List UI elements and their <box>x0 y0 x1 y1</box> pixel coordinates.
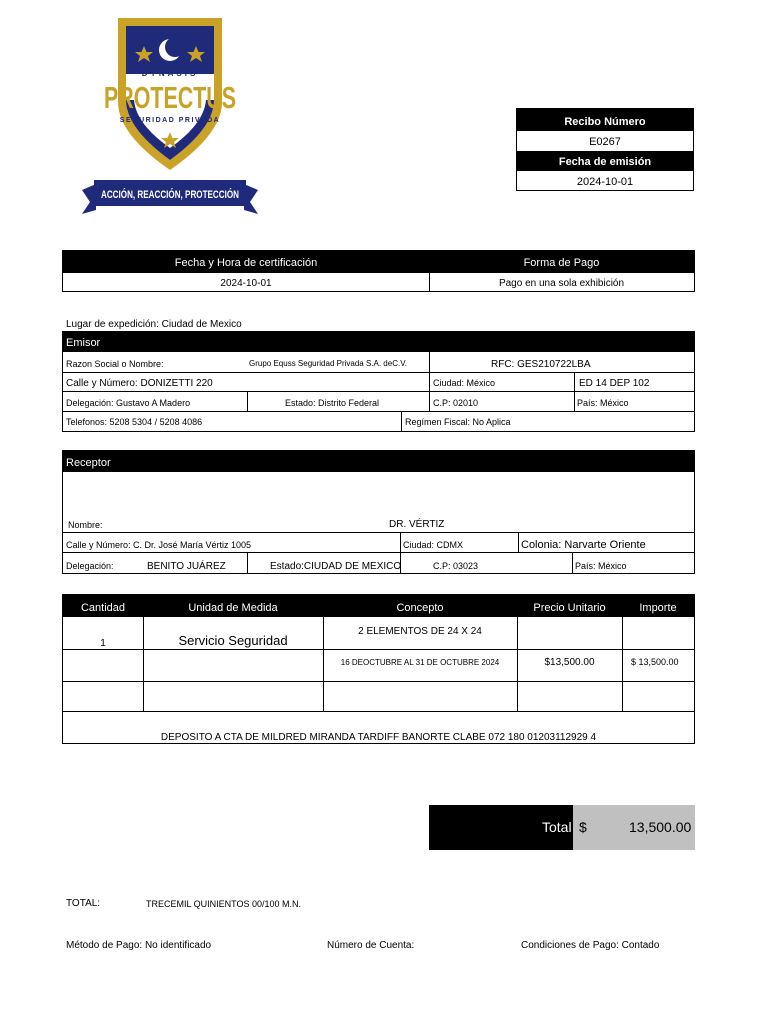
receptor-title: Receptor <box>66 457 111 469</box>
item-quantity: 1 <box>100 638 106 649</box>
emisor-razon-label: Razon Social o Nombre: <box>66 359 164 369</box>
receptor-calle: Calle y Número: C. Dr. José María Vértiz 1005 <box>66 540 252 550</box>
payment-method: Método de Pago: No identificado <box>66 940 212 951</box>
receptor-nombre-value: DR. VÉRTIZ <box>389 519 445 530</box>
receptor-colonia: Colonia: Narvarte Oriente <box>521 539 646 551</box>
item-amount: $ 13,500.00 <box>631 657 679 667</box>
item-unit: Servicio Seguridad <box>178 633 288 648</box>
total-currency: $ <box>579 819 587 835</box>
shield-logo-graphic <box>80 14 289 216</box>
emisor-telefonos: Telefonos: 5208 5304 / 5208 4086 <box>66 417 203 427</box>
footer-total-label: TOTAL: <box>66 898 101 909</box>
company-logo <box>80 14 289 216</box>
items-table <box>62 594 695 744</box>
emisor-title: Emisor <box>66 337 101 349</box>
emisor-pais: País: México <box>577 398 629 408</box>
emisor-header <box>63 332 694 352</box>
receptor-pais: País: México <box>575 561 627 571</box>
receipt-box <box>516 108 694 191</box>
account-number: Número de Cuenta: <box>327 940 415 951</box>
emisor-estado: Estado: Distrito Federal <box>285 398 380 408</box>
svg-text:SEGURIDAD PRIVADA: SEGURIDAD PRIVADA <box>119 117 221 124</box>
receptor-nombre-label: Nombre: <box>68 520 103 530</box>
emisor-table <box>62 331 695 432</box>
col-header-precio: Precio Unitario <box>533 602 606 614</box>
emisor-calle: Calle y Número: DONIZETTI 220 <box>66 378 213 389</box>
svg-text:PROTECTUS: PROTECTUS <box>104 80 236 115</box>
receptor-table <box>62 450 695 574</box>
svg-text:DYNASIS: DYNASIS <box>141 69 199 78</box>
emisor-razon-value: Grupo Equss Seguridad Privada S.A. deC.V. <box>249 359 408 368</box>
cert-payment-form-value: Pago en una sola exhibición <box>498 278 625 289</box>
certification-table <box>62 250 695 292</box>
receipt-number-label: Recibo Número <box>517 109 693 131</box>
deposit-note: DEPOSITO A CTA DE MILDRED MIRANDA TARDIFF BANORTE CLABE 072 180 01203112929 4 <box>160 732 597 743</box>
expedition-place: Lugar de expedición: Ciudad de Mexico <box>66 319 242 330</box>
total-value: 13,500.00 <box>629 819 692 835</box>
svg-text:ACCIÓN, REACCIÓN, PROTECCIÓN: ACCIÓN, REACCIÓN, PROTECCIÓN <box>101 189 289 201</box>
receptor-ciudad: Ciudad: CDMX <box>403 540 464 550</box>
emisor-rfc: RFC: GES210722LBA <box>491 359 591 370</box>
col-header-importe: Importe <box>639 602 677 614</box>
receipt-number-value: E0267 <box>589 136 621 148</box>
cert-payment-form-label: Forma de Pago <box>523 257 600 269</box>
receptor-cp: C.P: 03023 <box>433 561 479 571</box>
col-header-concepto: Concepto <box>396 602 444 614</box>
total-label: Total <box>542 819 572 835</box>
col-header-unidad: Unidad de Medida <box>188 602 278 614</box>
receptor-delegacion-label: Delegación: <box>66 561 114 571</box>
col-header-cantidad: Cantidad <box>80 602 126 614</box>
emisor-interior: ED 14 DEP 102 <box>579 378 650 389</box>
footer-total-words: TRECEMIL QUINIENTOS 00/100 M.N. <box>146 899 302 909</box>
emisor-regimen: Regímen Fiscal: No Aplica <box>405 417 511 427</box>
receptor-estado: Estado:CIUDAD DE MEXICO <box>270 561 402 572</box>
payment-conditions: Condiciones de Pago: Contado <box>521 940 660 951</box>
receptor-delegacion-value: BENITO JUÁREZ <box>147 561 226 572</box>
item-concept-line2: 16 DEOCTUBRE AL 31 DE OCTUBRE 2024 <box>340 658 500 667</box>
receptor-header <box>63 451 694 472</box>
receipt-date-value: 2024-10-01 <box>576 176 634 188</box>
total-box <box>429 805 695 850</box>
emisor-cp: C.P: 02010 <box>433 398 479 408</box>
emisor-delegacion: Delegación: Gustavo A Madero <box>66 398 191 408</box>
cert-datetime-label: Fecha y Hora de certificación <box>174 257 318 269</box>
cert-datetime-value: 2024-10-01 <box>220 278 272 289</box>
item-unit-price: $13,500.00 <box>544 657 595 668</box>
receipt-date-label: Fecha de emisión <box>517 151 693 171</box>
item-concept-line1: 2 ELEMENTOS DE 24 X 24 <box>358 626 482 637</box>
emisor-ciudad: Ciudad: México <box>433 378 496 388</box>
